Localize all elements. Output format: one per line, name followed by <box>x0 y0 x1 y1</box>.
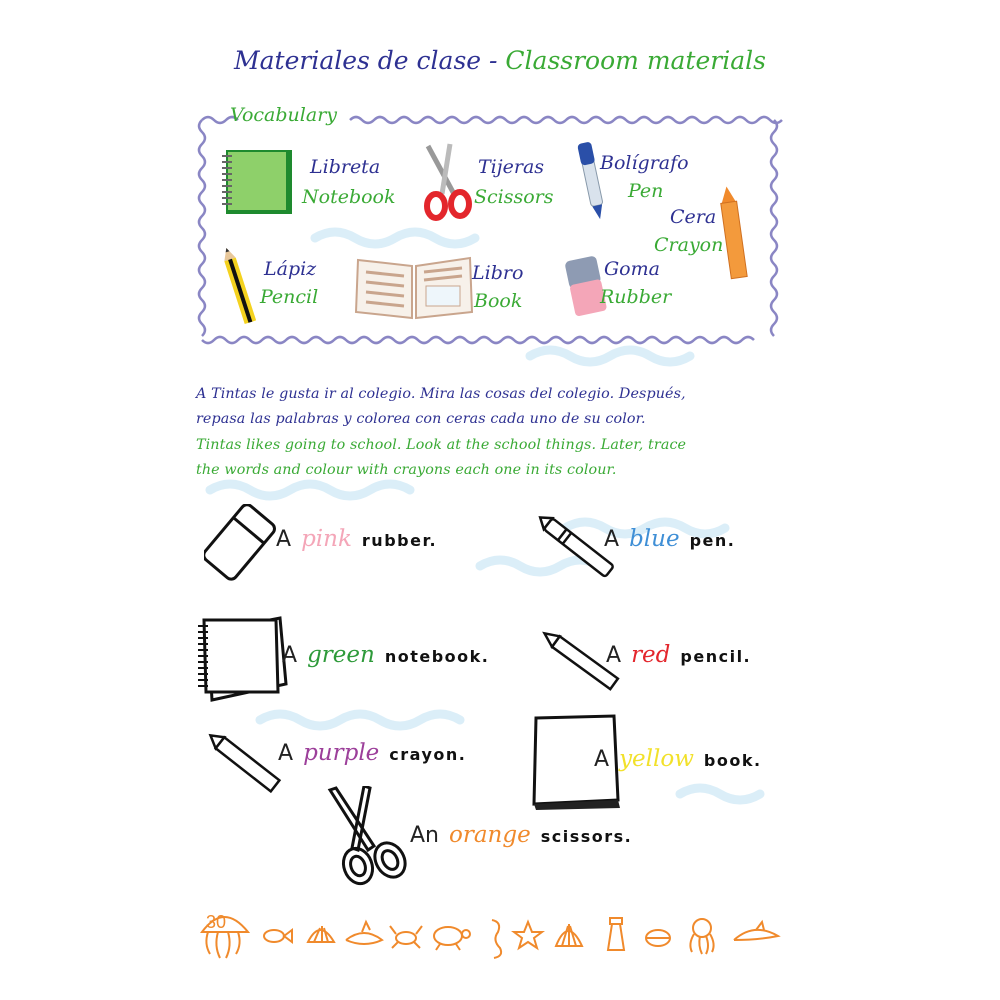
sentence-article: An <box>410 823 439 848</box>
sentence-blue-pen <box>604 526 735 552</box>
sentence-yellow-book <box>594 746 762 772</box>
sentence-noun: scissors. <box>540 827 633 846</box>
title-es: Materiales de clase <box>234 46 482 75</box>
vocab-es-scissors: Tijeras <box>478 156 545 178</box>
vocab-es-book: Libro <box>472 262 524 284</box>
sentence-article: A <box>276 527 292 552</box>
instruction-en-line-2: the words and colour with crayons each one in its colour. <box>196 462 617 478</box>
sentence-color-word: green <box>307 642 375 668</box>
vocab-en-book: Book <box>474 290 523 312</box>
page-number: 30 <box>206 912 227 932</box>
title-en: Classroom materials <box>505 46 766 75</box>
vocab-es-crayon: Cera <box>670 206 717 228</box>
clam-icon <box>646 930 670 946</box>
sentence-color-word: pink <box>301 526 352 552</box>
instruction-es-line-1: A Tintas le gusta ir al colegio. Mira las cosas del colegio. Después, <box>196 386 686 402</box>
book-icon <box>354 252 474 322</box>
sentence-red-pencil <box>606 642 751 668</box>
sentence-noun: book. <box>703 751 762 770</box>
sentence-noun: crayon. <box>389 745 467 764</box>
turtle-icon <box>434 927 470 950</box>
crab-icon <box>390 926 422 948</box>
lighthouse-icon <box>608 918 624 950</box>
sentence-article: A <box>278 741 294 766</box>
pencil-icon <box>222 246 256 328</box>
crayon-icon <box>716 184 750 282</box>
sentence-article: A <box>594 747 610 772</box>
sentence-orange-scissors <box>410 822 632 848</box>
sentence-color-word: orange <box>449 822 531 848</box>
instruction-es-line-2: repasa las palabras y colorea con ceras cada uno de su color. <box>196 411 646 427</box>
sentence-purple-crayon <box>278 740 466 766</box>
vocab-en-pencil: Pencil <box>260 286 319 308</box>
sentence-green-notebook <box>282 642 489 668</box>
sentence-noun: rubber. <box>361 531 438 550</box>
sentence-pink-rubber <box>276 526 437 552</box>
dolphin-icon <box>734 922 778 940</box>
vocab-en-crayon: Crayon <box>654 234 724 256</box>
vocab-es-rubber: Goma <box>604 258 660 280</box>
seahorse-icon <box>492 920 501 958</box>
sentence-article: A <box>282 643 298 668</box>
vocab-es-pen: Bolígrafo <box>600 152 689 174</box>
sentence-article: A <box>604 527 620 552</box>
vocabulary-label: Vocabulary <box>230 104 338 126</box>
sentence-color-word: yellow <box>619 746 694 772</box>
scissors-outline-icon <box>324 786 414 890</box>
octopus-icon <box>690 919 713 954</box>
rubber-outline-icon <box>204 504 276 584</box>
title-separator: - <box>481 46 506 75</box>
sentence-noun: notebook. <box>384 647 490 666</box>
notebook-outline-icon <box>194 612 290 710</box>
vocab-en-scissors: Scissors <box>474 186 554 208</box>
vocab-en-notebook: Notebook <box>302 186 396 208</box>
crayon-outline-icon <box>200 724 284 796</box>
sentence-color-word: red <box>631 642 671 668</box>
vocab-es-notebook: Libreta <box>310 156 381 178</box>
shell-icon <box>308 926 334 942</box>
starfish-icon <box>514 922 542 948</box>
sentence-color-word: blue <box>629 526 680 552</box>
notebook-icon <box>218 146 296 218</box>
scissors-icon <box>420 142 476 222</box>
vocab-en-pen: Pen <box>628 180 664 202</box>
scallop-icon <box>556 924 582 946</box>
sentence-noun: pen. <box>689 531 736 550</box>
pen-icon <box>574 138 610 224</box>
sentence-color-word: purple <box>303 740 380 766</box>
instruction-en-line-1: Tintas likes going to school. Look at the school things. Later, trace <box>196 437 687 453</box>
vocab-es-pencil: Lápiz <box>264 258 317 280</box>
sentence-noun: pencil. <box>680 647 752 666</box>
vocabulary-frame <box>190 108 785 348</box>
shark-icon <box>346 922 382 944</box>
sentence-article: A <box>606 643 622 668</box>
footer-sea-creatures <box>196 906 786 966</box>
vocab-en-rubber: Rubber <box>600 286 672 308</box>
fish-icon <box>264 930 292 942</box>
